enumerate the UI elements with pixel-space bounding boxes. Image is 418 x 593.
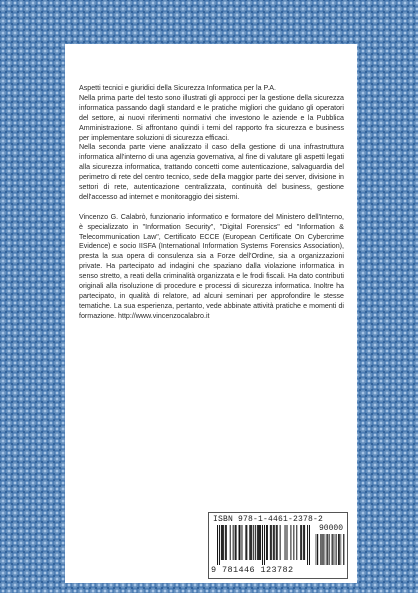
back-cover-text-panel	[65, 44, 357, 583]
ean-barcode-bars	[217, 525, 310, 565]
barcode-bar	[266, 525, 267, 560]
addon-bar	[339, 534, 340, 565]
barcode-bar	[236, 525, 237, 560]
barcode-bar	[257, 525, 258, 560]
barcode-bar	[267, 525, 268, 560]
barcode-bar	[270, 525, 271, 560]
barcode-bar	[253, 525, 254, 560]
barcode-bar	[246, 525, 247, 560]
addon-bar	[320, 534, 321, 565]
barcode-bar	[287, 525, 288, 560]
barcode-bar	[260, 525, 261, 560]
barcode-bar	[249, 525, 250, 560]
price-code: 90000	[318, 524, 343, 533]
barcode-bar	[271, 525, 272, 560]
addon-bar	[338, 534, 339, 565]
barcode-bar	[239, 525, 240, 560]
barcode-bar	[245, 525, 246, 560]
barcode-bar	[240, 525, 241, 560]
barcode-bar	[223, 525, 224, 560]
barcode-bar	[290, 525, 291, 560]
addon-bar	[332, 534, 333, 565]
barcode-bar	[309, 525, 310, 565]
barcode-bar	[219, 525, 220, 565]
addon-bar	[332, 534, 333, 565]
paragraph-gap	[79, 203, 344, 213]
barcode-bar	[307, 525, 308, 565]
barcode-bar	[277, 525, 278, 560]
barcode-bar	[303, 525, 304, 560]
barcode-bar	[230, 525, 231, 560]
addon-bar	[344, 534, 345, 565]
barcode-bar	[255, 525, 256, 560]
barcode-bar	[300, 525, 301, 560]
ean-digits: 9 781446 123782	[211, 565, 294, 575]
addon-bar	[334, 534, 335, 565]
barcode-bar	[222, 525, 223, 560]
barcode-bar	[259, 525, 260, 560]
addon-bar	[341, 534, 342, 565]
addon-bar	[327, 534, 328, 565]
addon-bar	[317, 534, 318, 565]
addon-bar	[323, 534, 324, 565]
barcode-bar	[241, 525, 242, 560]
description-part-one: Nella prima parte del testo sono illustrati gli approcci per la gestione della sicurezza informatica passando dagli standard e le pratiche migliori che guidano gli operatori del settore, ai nuovi riferimenti normativi che investono le aziende e la Pubblica Amministrazione. Si affrontano quindi i temi del rapporto fra sicurezza e business per implementare soluzioni di sicurezza efficaci.	[79, 93, 344, 142]
barcode-bar	[276, 525, 277, 560]
barcode-bar	[262, 525, 263, 565]
barcode-bar	[221, 525, 222, 560]
barcode-bar	[258, 525, 259, 560]
barcode-bar	[285, 525, 286, 560]
addon-bar	[339, 534, 340, 565]
barcode-bar	[280, 525, 281, 560]
barcode-bar	[250, 525, 251, 560]
addon-bar	[336, 534, 337, 565]
isbn-barcode	[208, 512, 348, 579]
barcode-bar	[274, 525, 275, 560]
addon-bar	[321, 534, 322, 565]
barcode-bar	[233, 525, 234, 560]
addon-bar	[322, 534, 323, 565]
addon-bar	[328, 534, 329, 565]
addon-bar	[343, 534, 344, 565]
barcode-bar	[301, 525, 302, 560]
barcode-bar	[296, 525, 297, 560]
book-subtitle: Aspetti tecnici e giuridici della Sicurezza Informatica per la P.A.	[79, 84, 277, 92]
barcode-bar	[304, 525, 305, 560]
addon-bar	[335, 534, 336, 565]
barcode-bar	[217, 525, 218, 565]
addon-bar	[316, 534, 317, 565]
addon-bar	[318, 534, 319, 565]
barcode-bar	[273, 525, 274, 560]
barcode-bar	[226, 525, 227, 560]
barcode-bar	[264, 525, 265, 565]
barcode-bar	[293, 525, 294, 560]
addon-bar	[326, 534, 327, 565]
barcode-bar	[235, 525, 236, 560]
barcode-bar	[225, 525, 226, 560]
description-part-two: Nella seconda parte viene analizzato il caso della gestione di una infrastruttura informatica all'interno di una agenzia governativa, al fine di valutare gli aspetti legati alla sicurezza informatica, trattando concetti come autenticazione, salvaguardia del perimetro di rete del centro tecnico, sede della maggior parte dei server, divisione in settori di rete, autenticazione centralizzata, continuità del business, gestione dell'accesso ad internet e monitoraggio dei sistemi.	[79, 143, 344, 201]
addon-barcode-bars	[315, 534, 345, 565]
addon-bar	[329, 534, 330, 565]
isbn-label: ISBN 978-1-4461-2378-2	[213, 515, 324, 524]
barcode-bar	[251, 525, 252, 560]
addon-bar	[325, 534, 326, 565]
author-bio: Vincenzo G. Calabrò, funzionario informatico e formatore del Ministero dell'Interno, è specializzato in "Information Security", "Digital Forensics" ed "Information & Telecommunication Law", Certificato ECCE (European Certificate On Cybercrime Evidence) e socio IISFA (International Information Systems Forensics Association), presta la sua opera di consulenza sia a Forze dell'Ordine, sia a organizzazioni private. Ha partecipato ad indagini che spaziano dalla violazione informatica in senso stretto, a reati della criminalità organizzata e le frodi fiscali. Ha dato contributi originali alla risoluzione di procedure e processi di sicurezza informatica. Inoltre ha partecipato, in qualità di relatore, ad alcuni seminari per approfondire le stesse tematiche. La sua esperienza, pertanto, vede abbinate attività pratiche e momenti di formazione. http://www.vincenzocalabro.it	[79, 212, 344, 320]
